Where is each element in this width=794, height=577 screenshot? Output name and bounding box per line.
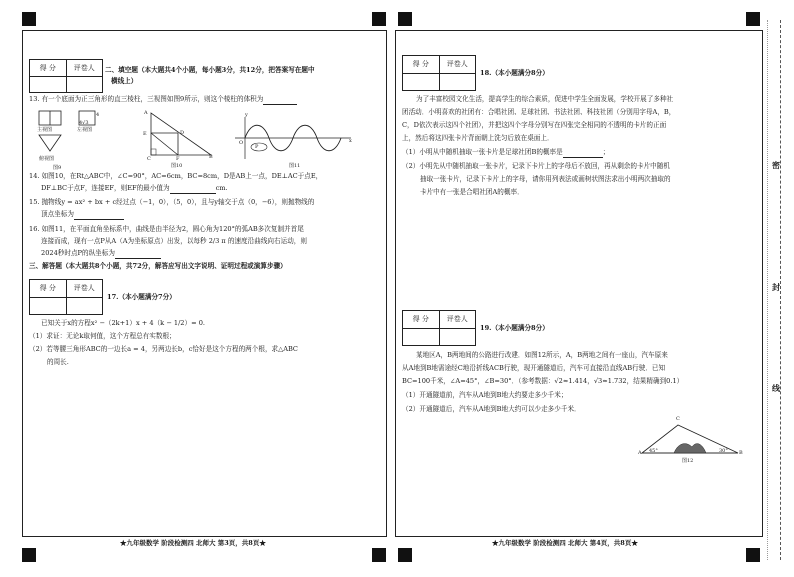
question-17-heading: 17.（本小题满分7分） <box>107 293 176 301</box>
question-18-para1: 为了丰富校园文化生活，提高学生的综合素质，促进中学生全面发展，学校开展了多种社 <box>416 95 674 103</box>
fig10-label-d: D <box>180 130 185 136</box>
score-table: 得 分 评卷人 <box>29 59 103 93</box>
fig11-caption: 图11 <box>289 163 301 169</box>
fig9-dim-height: 4 <box>96 112 100 118</box>
question-18-part2-cont2: 卡片中有一张是合唱社团A的概率． <box>420 188 524 196</box>
fig12-angle-a: 45° <box>649 448 658 454</box>
fig10-label-c: C <box>147 156 151 162</box>
question-19-heading: 19.（本小题满分8分） <box>480 324 549 332</box>
question-14-cont: DF⊥BC于点F，连接EF，则EF的最小值为 cm. <box>41 184 228 192</box>
registration-mark <box>22 12 36 26</box>
fig11-label-x: x <box>349 138 352 144</box>
fig9-dim-width: 4√3 <box>79 120 89 126</box>
section2-title-cont: 横线上） <box>111 77 138 85</box>
question-19-para3: BC=100千米，∠A=45°，∠B=30°．（参考数据：√2≈1.414，√3≈1.732，结果精确到0.1） <box>402 377 684 385</box>
fig9-front-label: 主视图 <box>37 127 53 133</box>
question-16-cont1: 连接而成，现有一点P从A（A为坐标原点）出发，以每秒 2/3 π 的速度沿曲线向右运动，则 <box>41 237 307 245</box>
binding-mark-envelope: 封 <box>772 282 780 292</box>
question-19-part2: （2）开通隧道后，汽车从A地到B地大约可以少走多少千米． <box>402 405 581 413</box>
fig12-label-b: B <box>739 450 743 456</box>
fig10-label-b: B <box>209 154 213 160</box>
page-footer-left: ★九年级数学 阶段检测四 北师大 第3页，共8页★ <box>120 539 266 547</box>
exam-page-left <box>22 30 387 537</box>
section3-title: 三、解答题（本大题共8个小题，共72分，解答应写出文字说明、证明过程或演算步骤） <box>29 262 287 270</box>
registration-mark <box>398 12 412 26</box>
question-17-part2-cont: 的周长. <box>47 358 69 366</box>
fig10-label-e: E <box>143 131 147 137</box>
fig11-label-y: y <box>245 112 248 118</box>
score-table: 得 分 评卷人 <box>29 279 103 315</box>
fig12-label-a: A <box>638 450 642 456</box>
question-18-para3: C，D依次表示这四个社团），并把这四个字母分别写在四张完全相同的不透明的卡片的正面 <box>402 121 667 129</box>
question-18-part1: （1）小明从中随机抽取一张卡片是足球社团B的概率是 ； <box>402 148 610 156</box>
fig11-label-o: O <box>239 140 244 146</box>
binding-line <box>780 20 781 560</box>
question-18-part2-cont1: 抽取一张卡片，记录下卡片上的字母，请你用列表法或画树状图法求出小明两次抽取的 <box>420 175 671 183</box>
question-13: 13. 有一个底面为正三角形的直三棱柱，三视图如图9所示，则这个棱柱的体积为 <box>29 95 297 105</box>
question-15-cont: 顶点坐标为 <box>41 210 124 220</box>
question-16: 16. 如图11，在平面直角坐标系中，曲线是由半径为2，圆心角为120°的弧AB多次复制并首尾 <box>29 225 304 233</box>
fig9-caption: 图9 <box>53 165 62 171</box>
question-18-para4: 上，然后将这四张卡片背面朝上洗匀后放在桌面上． <box>402 134 554 142</box>
question-15: 15. 抛物线y = ax² + bx + c经过点（−1，0），（5，0），且与y轴交于点（0，−6），则抛物线的 <box>29 198 315 206</box>
question-18-para2: 团活动．小明喜欢的社团有：合唱社团、足球社团、书法社团、科技社团（分别用字母A，B， <box>402 108 676 116</box>
fig11-label-p: P <box>255 144 259 150</box>
binding-mark-seal: 密 <box>772 160 780 170</box>
question-19-para1: 某地区A，B两地间的公路进行改建．如图12所示，A，B两地之间有一座山，汽车原来 <box>416 351 668 359</box>
binding-mark-line: 线 <box>772 383 780 393</box>
fig10-label-f: F <box>176 156 180 162</box>
registration-mark <box>398 548 412 562</box>
question-17-part2: （2）若等腰三角形ABC的一边长a = 4，另两边长b，c恰好是这个方程的两个根，求△ABC <box>29 345 298 353</box>
registration-mark <box>746 12 760 26</box>
fig9-left-label: 左视图 <box>77 127 93 133</box>
fig12-angle-b: 30° <box>719 448 728 454</box>
figure-9 <box>33 107 113 177</box>
score-table: 得 分 评卷人 <box>402 310 476 346</box>
fig12-caption: 图12 <box>682 458 694 464</box>
figure-11 <box>233 113 353 163</box>
question-17-stem: 已知关于x的方程x² −（2k+1）x + 4（k − 1/2）= 0. <box>41 319 206 327</box>
score-table: 得 分 评卷人 <box>402 55 476 91</box>
section2-title: 二、填空题（本大题共4个小题，每小题3分，共12分，把答案写在题中 <box>105 66 315 74</box>
question-18-part2: （2）小明先从中随机抽取一张卡片，记录下卡片上的字母后不放回，再从剩余的卡片中随机 <box>402 162 670 170</box>
fig9-top-label: 俯视图 <box>39 156 55 162</box>
fig10-caption: 图10 <box>171 163 183 169</box>
registration-mark <box>746 548 760 562</box>
fig10-label-a: A <box>144 110 148 116</box>
fig12-label-c: C <box>676 416 680 422</box>
question-19-part1: （1）开通隧道前，汽车从A地到B地大约要走多少千米； <box>402 391 568 399</box>
exam-page-right <box>395 30 763 537</box>
question-14: 14. 如图10，在Rt△ABC中，∠C=90°，AC=6cm，BC=8cm，D是AB上一点，DE⊥AC于点E， <box>29 172 323 180</box>
page-footer-right: ★九年级数学 阶段检测四 北师大 第4页，共8页★ <box>492 539 638 547</box>
question-17-part1: （1）求证：无论k取何值，这个方程总有实数根； <box>29 332 176 340</box>
registration-mark <box>372 12 386 26</box>
registration-mark <box>372 548 386 562</box>
registration-mark <box>22 548 36 562</box>
question-18-heading: 18.（本小题满分8分） <box>480 69 549 77</box>
binding-line <box>767 20 768 560</box>
question-19-para2: 从A地到B地需途经C地沿折线ACB行驶，现开通隧道后，汽车可直接沿直线AB行驶．已知 <box>402 364 666 372</box>
question-16-cont2: 2024秒时点P的纵坐标为 <box>41 249 161 259</box>
